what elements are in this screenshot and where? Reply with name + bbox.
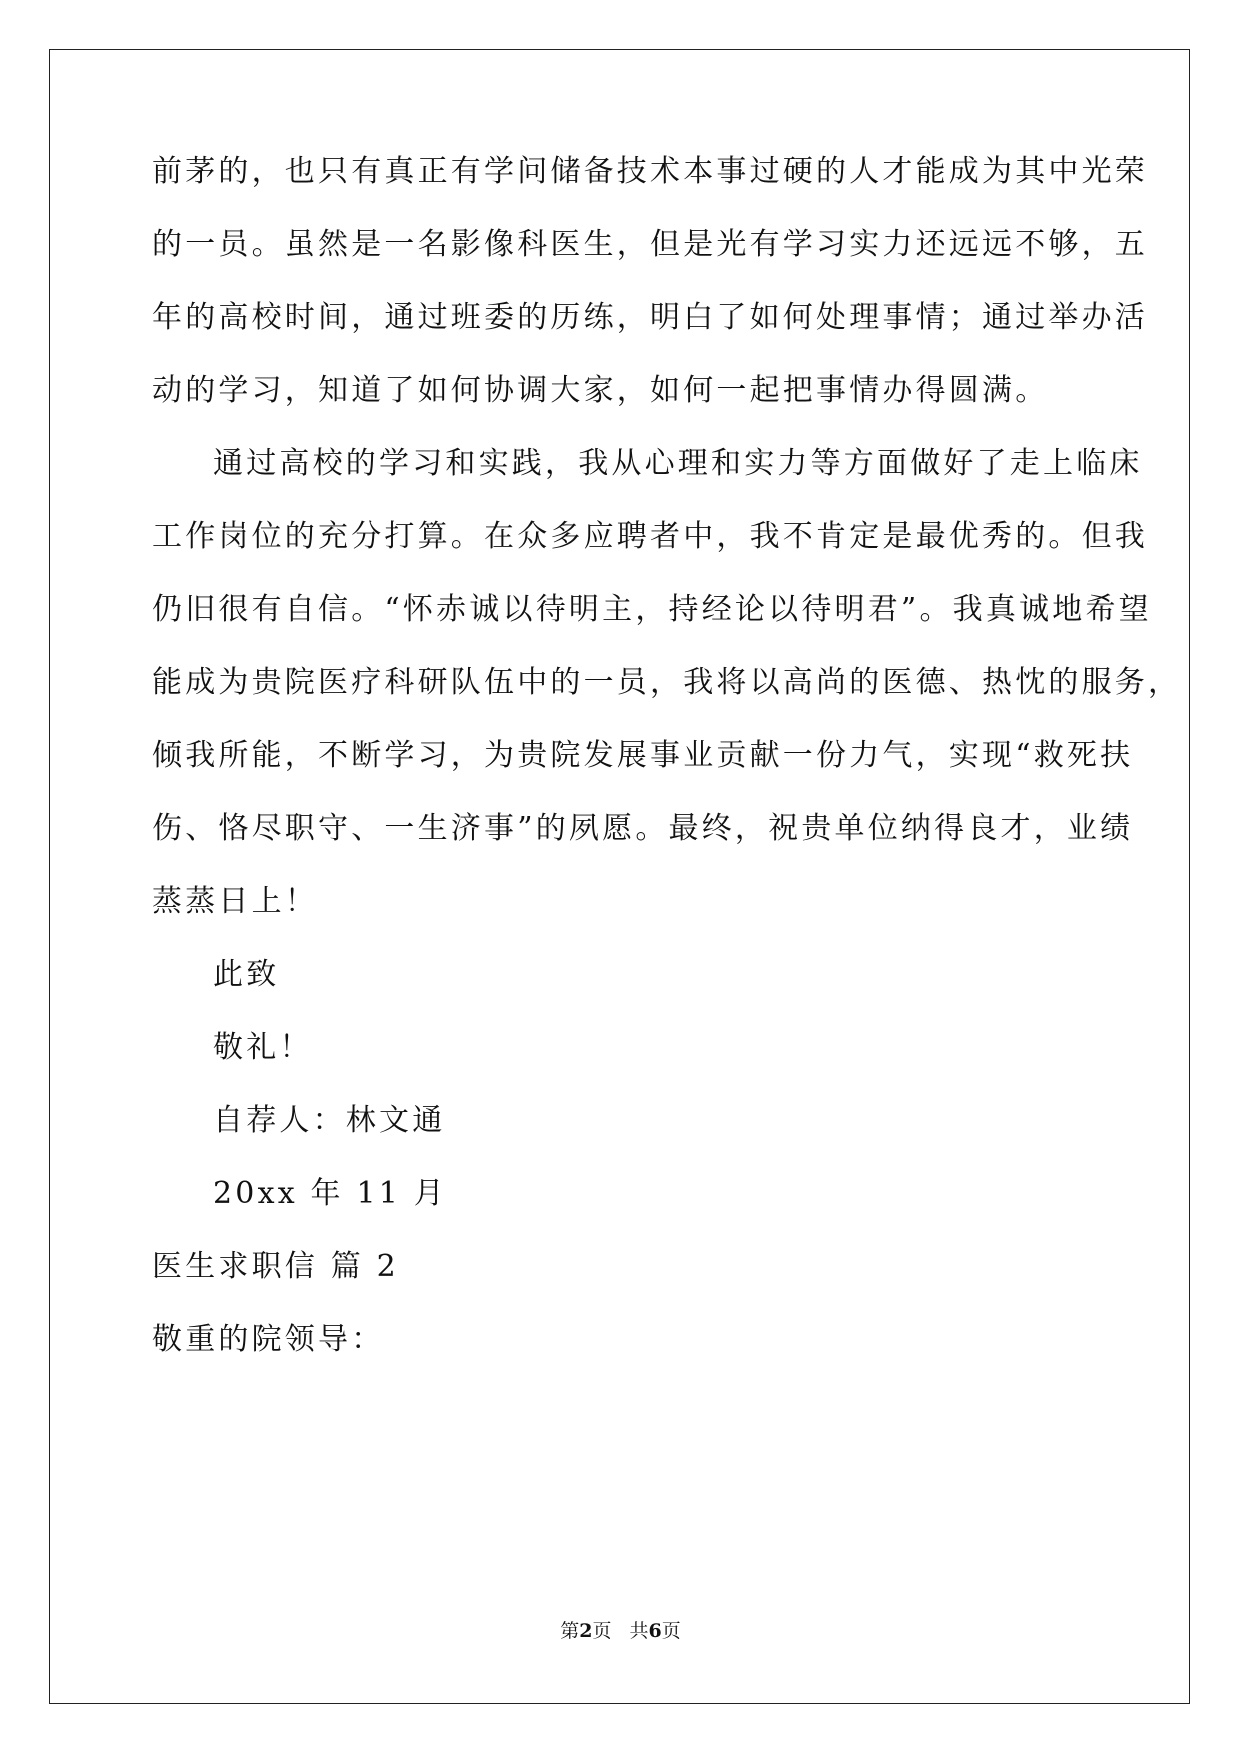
page-footer — [0, 1619, 1241, 1643]
paragraph-line: 的一员。虽然是一名影像科医生，但是光有学习实力还远远不够，五 — [152, 227, 1148, 262]
letter-greeting: 敬重的院领导： — [152, 1322, 385, 1357]
page-number: 2 — [579, 1620, 593, 1642]
paragraph-line: 蒸蒸日上！ — [152, 884, 318, 919]
total-label-suffix: 页 — [661, 1620, 681, 1642]
date-line: 20xx 年 11 月 — [213, 1176, 447, 1211]
paragraph-line: 仍旧很有自信。“怀赤诚以待明主，持经论以待明君”。我真诚地希望 — [152, 592, 1152, 627]
total-pages: 6 — [648, 1620, 662, 1642]
signature-line: 自荐人：林文通 — [213, 1103, 446, 1138]
paragraph-line: 工作岗位的充分打算。在众多应聘者中，我不肯定是最优秀的。但我 — [152, 519, 1148, 554]
page-label-suffix: 页 — [592, 1620, 612, 1642]
closing-salutation: 此致 — [213, 957, 280, 992]
total-label-prefix: 共 — [629, 1620, 649, 1642]
paragraph-line: 动的学习，知道了如何协调大家，如何一起把事情办得圆满。 — [152, 373, 1049, 408]
page-label-prefix: 第 — [560, 1620, 580, 1642]
paragraph-line: 年的高校时间，通过班委的历练，明白了如何处理事情；通过举办活 — [152, 300, 1148, 335]
paragraph-line: 伤、恪尽职守、一生济事”的夙愿。最终，祝贵单位纳得良才，业绩 — [152, 811, 1134, 846]
section-heading: 医生求职信 篇 2 — [152, 1249, 399, 1284]
paragraph-line: 倾我所能，不断学习，为贵院发展事业贡献一份力气，实现“救死扶 — [152, 738, 1134, 773]
paragraph-line: 能成为贵院医疗科研队伍中的一员，我将以高尚的医德、热忱的服务， — [152, 665, 1182, 700]
paragraph-line: 通过高校的学习和实践，我从心理和实力等方面做好了走上临床 — [213, 446, 1143, 481]
closing-regards: 敬礼！ — [213, 1030, 313, 1065]
paragraph-line: 前茅的，也只有真正有学问储备技术本事过硬的人才能成为其中光荣 — [152, 154, 1148, 189]
